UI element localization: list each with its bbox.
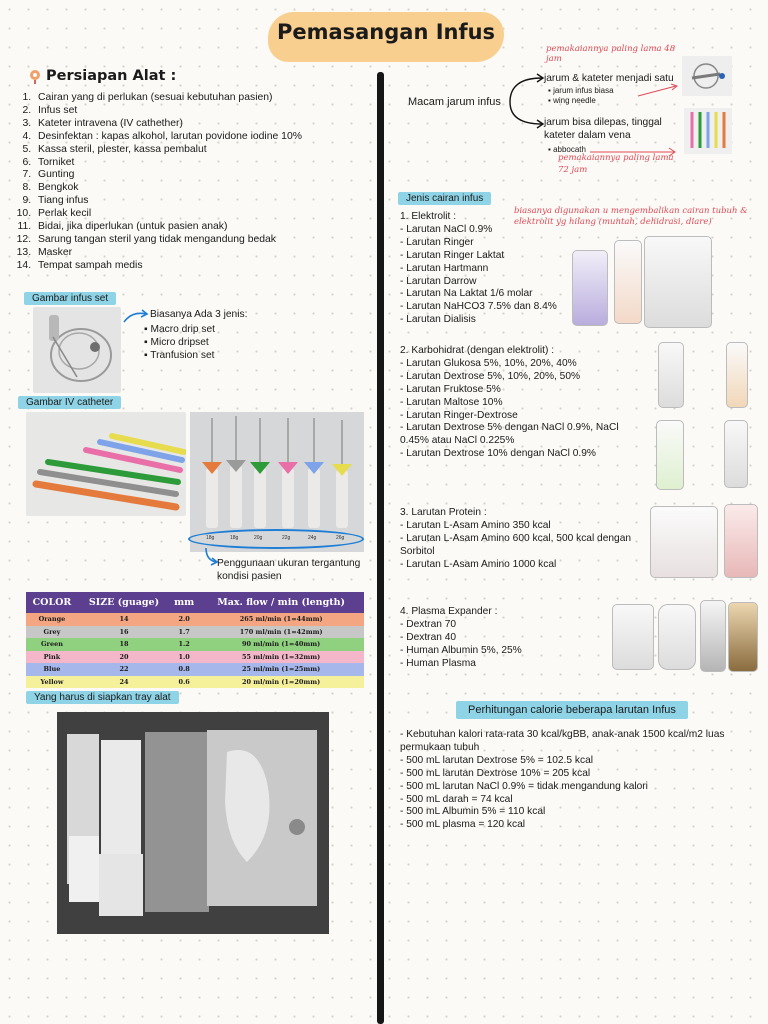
red-arrow-icon — [636, 82, 682, 103]
wing-needle-photo — [682, 56, 732, 96]
gauge-label: 22g — [282, 535, 291, 541]
list-item: - Larutan Ringer — [400, 236, 474, 248]
handwritten-note: biasanya digunakan u mengembalikan cairan tubuh & elektrolit yg hilang (muntah, dehidrasi, diare) — [514, 206, 748, 227]
pin-icon — [28, 69, 42, 90]
table-header: mm — [170, 592, 198, 613]
list-item: - Larutan NaHCO3 7.5% dan 8.4% — [400, 301, 557, 313]
list-item: 2. Infus set — [34, 105, 364, 118]
kalori-tag: Perhitungan calorie beberapa larutan Infus — [456, 701, 688, 719]
list-item: - 500 mL larutan Dextrose 5% = 102.5 kcal — [400, 754, 594, 766]
list-item: ▪ jarum infus biasa — [548, 86, 614, 95]
handwritten-note: pemakaiannya paling lama 72 jam — [558, 153, 674, 175]
list-item: ▪ Macro drip set — [144, 324, 215, 335]
table-cell: 20 ml/min (1=20mm) — [241, 677, 321, 686]
gauge-table — [26, 592, 364, 688]
list-item: 12. Sarung tangan steril yang tidak mengandung bedak — [34, 234, 364, 247]
jarum-lower-title: jarum bisa dilepas, tinggal kateter dalam vena — [544, 117, 662, 141]
list-item: - Larutan Maltose 10% — [400, 396, 503, 408]
list-item: 11. Bidai, jika diperlukan (untuk pasien anak) — [34, 221, 364, 234]
list-item: 14. Tempat sampah medis — [34, 260, 364, 273]
list-item: - Larutan L-Asam Amino 350 kcal — [400, 519, 551, 531]
list-item: 4. Desinfektan : kapas alkohol, larutan povidone iodine 10% — [34, 131, 364, 144]
table-cell: 90 ml/min (1=40mm) — [241, 640, 321, 649]
list-item: ▪ abbocath — [548, 145, 586, 154]
tools-list — [4, 92, 364, 273]
brace-arrows — [508, 72, 548, 137]
list-item: 7. Gunting — [34, 169, 364, 182]
jarum-upper-title: jarum & kateter menjadi satu — [544, 73, 674, 84]
column-divider — [377, 72, 384, 1024]
table-cell: 20 — [119, 652, 129, 661]
list-item: - Larutan Glukosa 5%, 10%, 20%, 40% — [400, 357, 577, 369]
infus-set-types — [144, 323, 215, 362]
list-item: 3. Kateter intravena (IV cathether) — [34, 118, 364, 131]
list-item: 9. Tiang infus — [34, 195, 364, 208]
kalori-list — [400, 729, 736, 832]
list-item: 13. Masker — [34, 247, 364, 260]
elektrolit-bags-photo — [570, 236, 712, 328]
table-cell: 22 — [119, 665, 129, 674]
gauge-label: 20g — [254, 535, 263, 541]
table-cell: 170 ml/min (1=42mm) — [239, 627, 323, 636]
karbohidrat-bags-photo-2 — [650, 414, 760, 494]
table-cell: 265 ml/min (1=44mm) — [239, 615, 323, 624]
list-item: - Larutan Dextrose 5% dengan NaCl 0.9%, NaCl 0.45% atau NaCl 0.225% — [400, 422, 619, 447]
list-item: - Dextran 40 — [400, 631, 457, 643]
jarum-upper-list — [548, 86, 614, 106]
table-cell: 0.6 — [178, 677, 190, 686]
table-row — [26, 613, 364, 626]
table-row — [26, 626, 364, 639]
group-title: 4. Plasma Expander : — [400, 606, 498, 617]
cairan-group-3 — [400, 507, 636, 572]
table-cell: 2.0 — [178, 615, 190, 624]
table-header: Max. flow / min (length) — [198, 592, 364, 613]
tray-tag: Yang harus di siapkan tray alat — [26, 691, 179, 704]
list-item: - Larutan L-Asam Amino 1000 kcal — [400, 558, 557, 570]
cairan-group-4 — [400, 606, 600, 671]
gauge-label: 26g — [336, 535, 345, 541]
table-cell: 24 — [119, 677, 129, 686]
list-item: - Human Plasma — [400, 657, 476, 669]
group-title: 3. Larutan Protein : — [400, 507, 487, 518]
handwritten-note: pemakaiannya paling lama 48 jam — [546, 44, 676, 64]
jarum-label: Macam jarum infus — [408, 96, 501, 108]
table-row — [26, 638, 364, 651]
list-item: 10. Perlak kecil — [34, 208, 364, 221]
cairan-group-2 — [400, 345, 630, 461]
table-row — [26, 663, 364, 676]
list-item: 5. Kassa steril, plester, kassa pembalut — [34, 144, 364, 157]
table-cell: 55 ml/min (1=32mm) — [241, 652, 321, 661]
list-item: - 500 mL plasma = 120 kcal — [400, 819, 526, 831]
table-cell: Yellow — [40, 677, 64, 686]
catheter-note: Penggunaan ukuran tergantung kondisi pasien — [217, 558, 361, 582]
list-item: - Larutan L-Asam Amino 600 kcal, 500 kcal dengan Sorbitol — [400, 532, 632, 557]
table-cell: Orange — [38, 615, 66, 624]
catheter-tag: Gambar IV catheter — [18, 396, 121, 409]
table-cell: 16 — [119, 627, 129, 636]
persiapan-heading: Persiapan Alat : — [46, 68, 177, 84]
infus-set-note: Biasanya Ada 3 jenis: — [150, 309, 248, 320]
list-item: - Larutan Hartmann — [400, 262, 489, 274]
cairan-tag: Jenis cairan infus — [398, 192, 491, 205]
list-item: ▪ Tranfusion set — [144, 350, 215, 361]
table-cell: Blue — [43, 665, 61, 674]
list-item: - Larutan Dextrose 10% dengan NaCl 0.9% — [400, 448, 596, 460]
tray-photo — [57, 712, 329, 934]
gauge-label: 18g — [206, 535, 215, 541]
list-item: - Larutan NaCl 0.9% — [400, 223, 493, 235]
group-title: 2. Karbohidrat (dengan elektrolit) : — [400, 345, 555, 356]
list-item: - Larutan Na Laktat 1/6 molar — [400, 288, 533, 300]
gauge-label: 18g — [230, 535, 239, 541]
table-cell: Pink — [43, 652, 61, 661]
catheter-photo-1 — [26, 412, 186, 516]
table-header: COLOR — [26, 592, 78, 613]
table-cell: 25 ml/min (1=25mm) — [241, 665, 321, 674]
karbohidrat-bags-photo-1 — [650, 338, 760, 410]
list-item: 8. Bengkok — [34, 182, 364, 195]
list-item: - Human Albumin 5%, 25% — [400, 644, 522, 656]
table-cell: 18 — [119, 640, 129, 649]
cairan-group-1 — [400, 211, 570, 327]
list-item: - 500 mL darah = 74 kcal — [400, 793, 513, 805]
list-item: 1. Cairan yang di perlukan (sesuai kebutuhan pasien) — [34, 92, 364, 105]
table-row — [26, 676, 364, 689]
list-item: - Dextran 70 — [400, 618, 457, 630]
infus-set-tag: Gambar infus set — [24, 292, 116, 305]
list-item: - Larutan Dialisis — [400, 314, 476, 326]
protein-bags-photo — [648, 500, 760, 582]
list-item: ▪ wing needle — [548, 96, 596, 105]
table-cell: Grey — [43, 627, 61, 636]
table-cell: Green — [40, 640, 63, 649]
table-cell: 1.7 — [178, 627, 190, 636]
table-cell: 1.0 — [178, 652, 190, 661]
list-item: - Kebutuhan kalori rata-rata 30 kcal/kgBB, anak-anak 1500 kcal/m2 luas permukaan tubuh — [400, 729, 725, 753]
table-cell: 0.8 — [178, 665, 190, 674]
table-row — [26, 651, 364, 664]
table-header: SIZE (guage) — [78, 592, 170, 613]
list-item: - Larutan Fruktose 5% — [400, 383, 501, 395]
list-item: - Larutan Dextrose 5%, 10%, 20%, 50% — [400, 370, 581, 382]
list-item: - Larutan Ringer Laktat — [400, 249, 505, 261]
page-title: Pemasangan Infus — [276, 20, 496, 44]
table-cell: 1.2 — [178, 640, 190, 649]
table-cell: 14 — [119, 615, 129, 624]
list-item: - 500 mL larutan Dextrose 10% = 205 kcal — [400, 767, 591, 779]
group-title: 1. Elektrolit : — [400, 211, 457, 222]
list-item: - Larutan Ringer-Dextrose — [400, 409, 518, 421]
list-item: 6. Torniket — [34, 157, 364, 170]
gauge-table-body — [26, 613, 364, 688]
infus-set-photo — [33, 307, 121, 393]
plasma-expander-photo — [610, 598, 760, 674]
list-item: - 500 mL Albumin 5% = 110 kcal — [400, 806, 546, 818]
abbocath-photo — [684, 108, 732, 154]
list-item: ▪ Micro dripset — [144, 337, 209, 348]
gauge-label: 24g — [308, 535, 317, 541]
list-item: - 500 mL larutan NaCl 0.9% = tidak mengandung kalori — [400, 780, 648, 792]
list-item: - Larutan Darrow — [400, 275, 477, 287]
